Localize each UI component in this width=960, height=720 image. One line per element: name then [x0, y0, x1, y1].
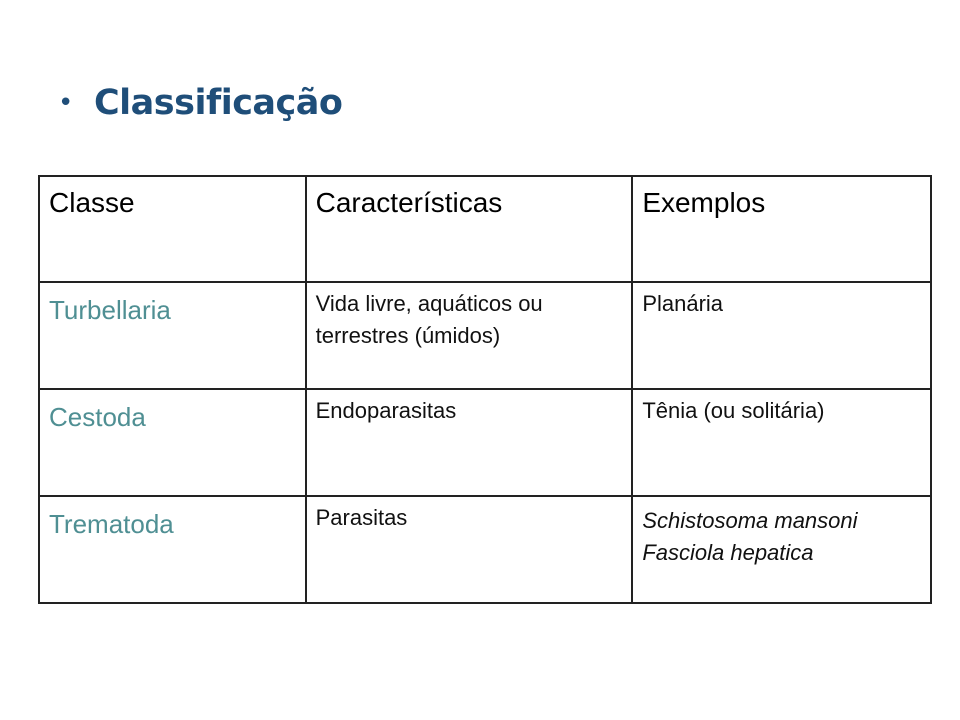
- table-row: [39, 282, 931, 389]
- slide-title: Classificação: [94, 83, 343, 123]
- characteristics-text: Parasitas: [315, 505, 408, 530]
- example-text: Tênia (ou solitária): [642, 398, 825, 423]
- class-cell: [39, 389, 306, 496]
- class-cell: [39, 282, 306, 389]
- header-label-caracteristicas: Características: [315, 187, 503, 218]
- species-name: Schistosoma mansoni: [642, 508, 858, 533]
- species-list: [633, 497, 930, 569]
- header-label-classe: Classe: [49, 187, 135, 218]
- header-cell-caracteristicas: [306, 176, 633, 282]
- example-text: Planária: [642, 291, 724, 316]
- class-name: Trematoda: [49, 509, 174, 539]
- class-cell: [39, 496, 306, 603]
- header-label-exemplos: Exemplos: [642, 187, 766, 218]
- class-name: Turbellaria: [49, 295, 171, 325]
- species-name: Fasciola hepatica: [642, 540, 814, 565]
- characteristics-cell: [306, 389, 633, 496]
- header-cell-classe: [39, 176, 306, 282]
- characteristics-cell: [306, 282, 633, 389]
- title-line: [58, 78, 342, 128]
- bullet-icon: •: [58, 88, 74, 118]
- table-row: [39, 389, 931, 496]
- characteristics-text: Vida livre, aquáticos ou terrestres (úmidos): [315, 291, 543, 348]
- examples-cell: [632, 496, 931, 603]
- class-name: Cestoda: [49, 402, 146, 432]
- characteristics-cell: [306, 496, 633, 603]
- characteristics-text: Endoparasitas: [315, 398, 457, 423]
- classification-table: [38, 175, 932, 604]
- examples-cell: [632, 389, 931, 496]
- examples-cell: [632, 282, 931, 389]
- table-header-row: [39, 176, 931, 282]
- table-row: [39, 496, 931, 603]
- header-cell-exemplos: [632, 176, 931, 282]
